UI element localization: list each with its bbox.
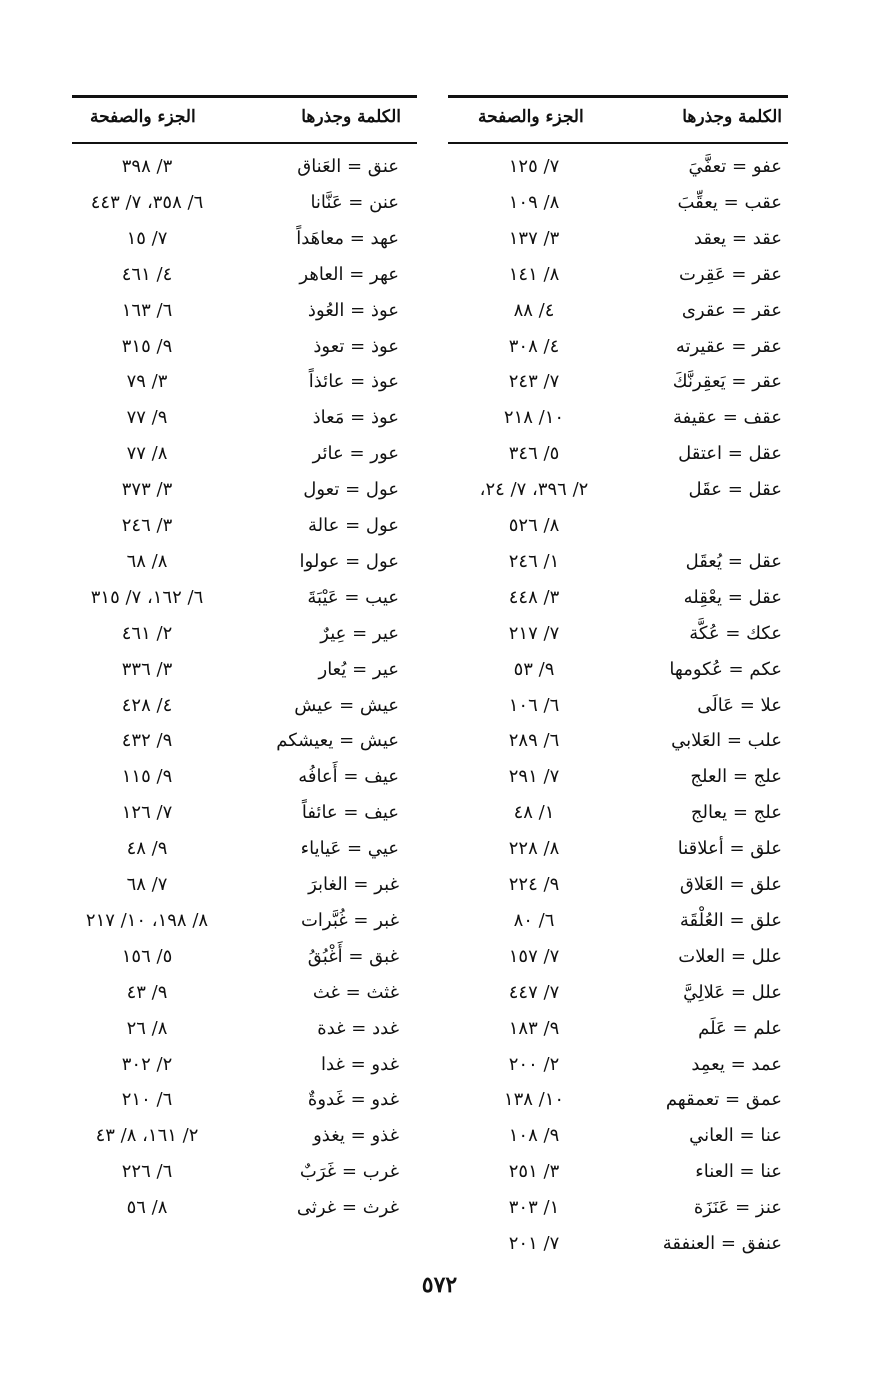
table-row: [448, 1083, 788, 1119]
entry-word: عكك = عُكَّة: [689, 622, 782, 644]
table-row: [72, 150, 417, 186]
entry-ref: ١/ ٣٠٣: [508, 1197, 560, 1219]
entry-ref: ١٠/ ٢١٨: [503, 407, 565, 429]
header-ref: الجزء والصفحة: [90, 107, 196, 127]
entry-word: عوذ = عائذاً: [308, 371, 399, 393]
entry-ref: ٣/ ٣٩٨: [121, 156, 173, 177]
table-row: [72, 437, 417, 473]
entry-word: غدد = غدة: [317, 1017, 399, 1039]
entry-ref: ٣/ ٣٧٣: [121, 479, 173, 501]
table-row: [72, 581, 417, 617]
entry-word: عمد = يعمِد: [691, 1053, 782, 1075]
table-row: [72, 617, 417, 653]
entry-word: عنن = عَنَّانا: [310, 191, 399, 213]
table-row: [72, 545, 417, 581]
table-row: [72, 689, 417, 725]
entry-ref: ٧/ ٤٤٧: [508, 981, 560, 1003]
entry-word: عقر = عقيرته: [675, 335, 782, 357]
entry-ref: ٤/ ٤٦١: [121, 263, 173, 285]
entry-ref: ٣/ ١٣٧: [508, 227, 560, 249]
entry-word: عكم = عُكومها: [669, 658, 782, 680]
entry-ref: ٣/ ٢٥١: [508, 1161, 560, 1183]
table-row: [448, 724, 788, 760]
entry-ref: ٩/ ٥٣: [513, 658, 555, 680]
entry-word: عقل = عقَل: [688, 479, 782, 501]
entry-ref: ٣/ ٣٣٦: [121, 658, 173, 680]
table-row: [448, 976, 788, 1012]
entry-word: علم = عَلَم: [698, 1017, 782, 1039]
table-row: [72, 868, 417, 904]
entry-word: علج = العلج: [690, 766, 782, 788]
entry-ref: ٩/ ١٠٨: [508, 1125, 560, 1147]
entry-ref: ٤/ ٣٠٨: [508, 335, 560, 357]
entry-word: عول = تعول: [303, 479, 399, 501]
table-row: [448, 1119, 788, 1155]
entry-ref: ٩/ ٤٣٢: [121, 730, 173, 752]
entry-word: عقر = عَقِرت: [678, 263, 782, 285]
table-row: [448, 437, 788, 473]
entry-word: عهر = العاهر: [299, 263, 399, 285]
entry-ref: ٨/ ٧٧: [126, 443, 168, 465]
entry-word: عقب = يعقِّبَ: [677, 191, 782, 213]
table-row: [448, 689, 788, 725]
entry-ref: ٧/ ٢٤٣: [508, 371, 560, 393]
entry-ref: ٨/ ٢٢٨: [508, 838, 560, 860]
table-row: [448, 904, 788, 940]
table-row: [72, 976, 417, 1012]
table-row: [448, 1012, 788, 1048]
entry-word: عنز = عَنَزَة: [693, 1197, 782, 1219]
table-row: [72, 186, 417, 222]
table-row: [448, 473, 788, 509]
table-row: [72, 1119, 417, 1155]
table-row: [448, 150, 788, 186]
entry-ref: ٦/ ٢٢٦: [121, 1161, 173, 1183]
entry-word: عنق = العَناق: [297, 156, 399, 177]
table-row: [448, 868, 788, 904]
entry-ref: ٣/ ٧٩: [126, 371, 168, 393]
entry-word: علا = عَالَى: [697, 694, 782, 716]
entry-ref: ٩/ ٢٢٤: [508, 874, 560, 895]
entry-ref: ٧/ ١٢٥: [508, 156, 560, 177]
entry-ref: ٨/ ٥٦: [126, 1197, 168, 1219]
table-row: [448, 401, 788, 437]
header-word: الكلمة وجذرها: [301, 107, 401, 127]
entry-word: غذو = يغذو: [313, 1125, 399, 1147]
table-row: [448, 294, 788, 330]
entry-ref: ١/ ٤٨: [513, 802, 555, 824]
header-ref: الجزء والصفحة: [478, 107, 584, 127]
entry-word: عيف = عائفاً: [301, 802, 399, 824]
table-row: [72, 796, 417, 832]
entry-ref: ٣/ ٢٤٦: [121, 515, 173, 536]
entry-ref: ٩/ ١٨٣: [508, 1017, 560, 1039]
table-row: [72, 1012, 417, 1048]
page-number: ٥٧٢: [421, 1272, 458, 1298]
entry-ref: ٦/ ٣٥٨، ٧/ ٤٤٣: [90, 191, 204, 213]
table-row: [448, 832, 788, 868]
entry-word: عقل = يعْقِله: [683, 586, 782, 608]
table-row: [448, 581, 788, 617]
entry-word: غرث = غرثى: [296, 1197, 399, 1219]
entry-word: علل = عَلالِيَّ: [683, 981, 782, 1003]
entry-ref: ٦/ ٨٠: [513, 909, 555, 931]
entry-ref: ٩/ ٣١٥: [121, 335, 173, 357]
entry-ref: ٤/ ٤٢٨: [121, 694, 173, 716]
entry-word: عهد = معاهَداً: [296, 227, 399, 249]
entry-word: علل = العلات: [678, 945, 782, 967]
table-row: [448, 760, 788, 796]
table-row: [448, 1048, 788, 1084]
entry-ref: ٤/ ٨٨: [513, 299, 555, 321]
table-row: [72, 222, 417, 258]
entry-word: عوذ = تعوذ: [313, 335, 399, 357]
table-row: [448, 796, 788, 832]
column-header: [448, 98, 788, 144]
table-row: [72, 940, 417, 976]
table-row: [72, 904, 417, 940]
table-row: [448, 653, 788, 689]
table-row: [448, 509, 788, 545]
entry-word: غبر = غُبَّرات: [300, 909, 399, 931]
entry-word: عيف = أَعافُه: [298, 766, 399, 788]
table-row: [72, 330, 417, 366]
table-row: [72, 1048, 417, 1084]
entry-word: عيي = عَياياء: [300, 838, 399, 860]
entry-word: عور = عائر: [312, 443, 399, 465]
table-row: [448, 186, 788, 222]
entry-ref: ٧/ ١٥٧: [508, 945, 560, 967]
entry-ref: ٧/ ٢١٧: [508, 622, 560, 644]
table-row: [72, 724, 417, 760]
right-column: [448, 95, 788, 1254]
entry-word: علج = يعالج: [690, 802, 782, 824]
entry-ref: ٥/ ١٥٦: [121, 945, 173, 967]
entry-word: عير = يُعار: [318, 658, 399, 680]
entry-ref: ٧/ ٢٩١: [508, 766, 560, 788]
entry-ref: ٦/ ١٦٢، ٧/ ٣١٥: [90, 586, 204, 608]
column-header: [72, 98, 417, 144]
entry-word: غبر = الغابرَ: [308, 874, 399, 895]
table-row: [72, 1083, 417, 1119]
table-row: [72, 258, 417, 294]
table-row: [448, 617, 788, 653]
entry-word: علق = أعلاقنا: [677, 838, 782, 860]
entry-word: عنا = العاني: [689, 1125, 782, 1147]
entry-ref: ٣/ ٤٤٨: [508, 586, 560, 608]
table-row: [72, 1155, 417, 1191]
entry-ref: ٢/ ٤٦١: [121, 622, 173, 644]
entry-ref: ٩/ ٤٣: [126, 981, 168, 1003]
entry-ref: ٧/ ١٥: [126, 227, 168, 249]
table-row: [72, 294, 417, 330]
entry-word: عير = عِيرٌ: [320, 622, 399, 644]
entry-word: عمق = تعمقهم: [665, 1089, 782, 1111]
entry-word: غدو = غدا: [321, 1053, 399, 1075]
entry-ref: ٦/ ١٠٦: [508, 694, 560, 716]
table-row: [72, 832, 417, 868]
table-row: [448, 222, 788, 258]
entry-word: عقد = يعقد: [693, 227, 782, 249]
entry-word: عيش = عيش: [294, 694, 399, 716]
entry-word: عيب = عَيْبَةَ: [307, 586, 399, 608]
entry-ref: ٦/ ١٦٣: [121, 299, 173, 321]
entry-ref: ٢/ ٣٩٦، ٧/ ٢٤،: [479, 479, 589, 501]
entry-word: غدو = غَدوةٌ: [307, 1089, 399, 1111]
entry-ref: ٢/ ١٦١، ٨/ ٤٣: [95, 1125, 199, 1147]
entry-word: غبق = أَغْبُقُ: [307, 945, 399, 967]
entry-ref: ٦/ ٢١٠: [121, 1089, 173, 1111]
entry-ref: ٥/ ٣٤٦: [508, 443, 560, 465]
entry-word: عنا = العناء: [695, 1161, 782, 1183]
table-row: [448, 1191, 788, 1227]
entry-ref: ٩/ ١١٥: [121, 766, 173, 788]
entry-ref: ٩/ ٧٧: [126, 407, 168, 429]
entry-word: عنفق = العنفقة: [662, 1233, 782, 1254]
entry-ref: ١٠/ ١٣٨: [503, 1089, 565, 1111]
table-row: [72, 401, 417, 437]
entry-ref: ٢/ ٣٠٢: [121, 1053, 173, 1075]
left-column: [72, 95, 417, 1219]
entry-ref: ٨/ ١٠٩: [508, 191, 560, 213]
entry-word: عيش = يعيشكم: [276, 730, 399, 752]
table-row: [448, 365, 788, 401]
entry-word: عول = عولوا: [299, 550, 399, 572]
table-row: [448, 1227, 788, 1263]
entry-ref: ٨/ ٥٢٦: [508, 515, 560, 536]
table-row: [448, 940, 788, 976]
entry-word: علب = العَلابي: [671, 730, 782, 752]
entry-ref: ٢/ ٢٠٠: [508, 1053, 560, 1075]
entry-word: عقر = عقرى: [681, 299, 782, 321]
entry-ref: ١/ ٢٤٦: [508, 550, 560, 572]
table-row: [72, 1191, 417, 1227]
entry-word: علق = العُلْقَة: [679, 909, 782, 931]
table-row: [448, 1155, 788, 1191]
table-row: [72, 509, 417, 545]
entry-word: غرب = غَرَبٌ: [299, 1161, 399, 1183]
table-row: [448, 545, 788, 581]
table-row: [448, 258, 788, 294]
table-row: [448, 330, 788, 366]
entry-ref: ٨/ ١٩٨، ١٠/ ٢١٧: [85, 909, 209, 931]
entry-ref: ٧/ ١٢٦: [121, 802, 173, 824]
entry-ref: ٦/ ٢٨٩: [508, 730, 560, 752]
entry-ref: ٧/ ٢٠١: [508, 1233, 560, 1254]
entry-ref: ٨/ ١٤١: [508, 263, 560, 285]
entry-word: علق = العَلاق: [679, 874, 782, 895]
header-word: الكلمة وجذرها: [682, 107, 782, 127]
entry-word: عقل = يُعقَل: [685, 550, 782, 572]
entry-ref: ٩/ ٤٨: [126, 838, 168, 860]
entry-ref: ٨/ ٦٨: [126, 550, 168, 572]
entry-ref: ٧/ ٦٨: [126, 874, 168, 895]
entry-word: عقف = عقيفة: [672, 407, 782, 429]
table-row: [72, 653, 417, 689]
entry-word: عقل = اعتقل: [678, 443, 782, 465]
entry-word: عقر = يَعقِرنَّكَ: [672, 371, 782, 393]
entry-word: عول = عالة: [307, 515, 399, 536]
entry-word: غثث = غث: [312, 981, 399, 1003]
entry-word: عوذ = مَعاذ: [312, 407, 399, 429]
table-row: [72, 365, 417, 401]
entry-word: عفو = تعفَّيَ: [688, 156, 782, 177]
entry-word: عوذ = العُوذ: [307, 299, 399, 321]
table-row: [72, 760, 417, 796]
table-row: [72, 473, 417, 509]
entry-ref: ٨/ ٢٦: [126, 1017, 168, 1039]
